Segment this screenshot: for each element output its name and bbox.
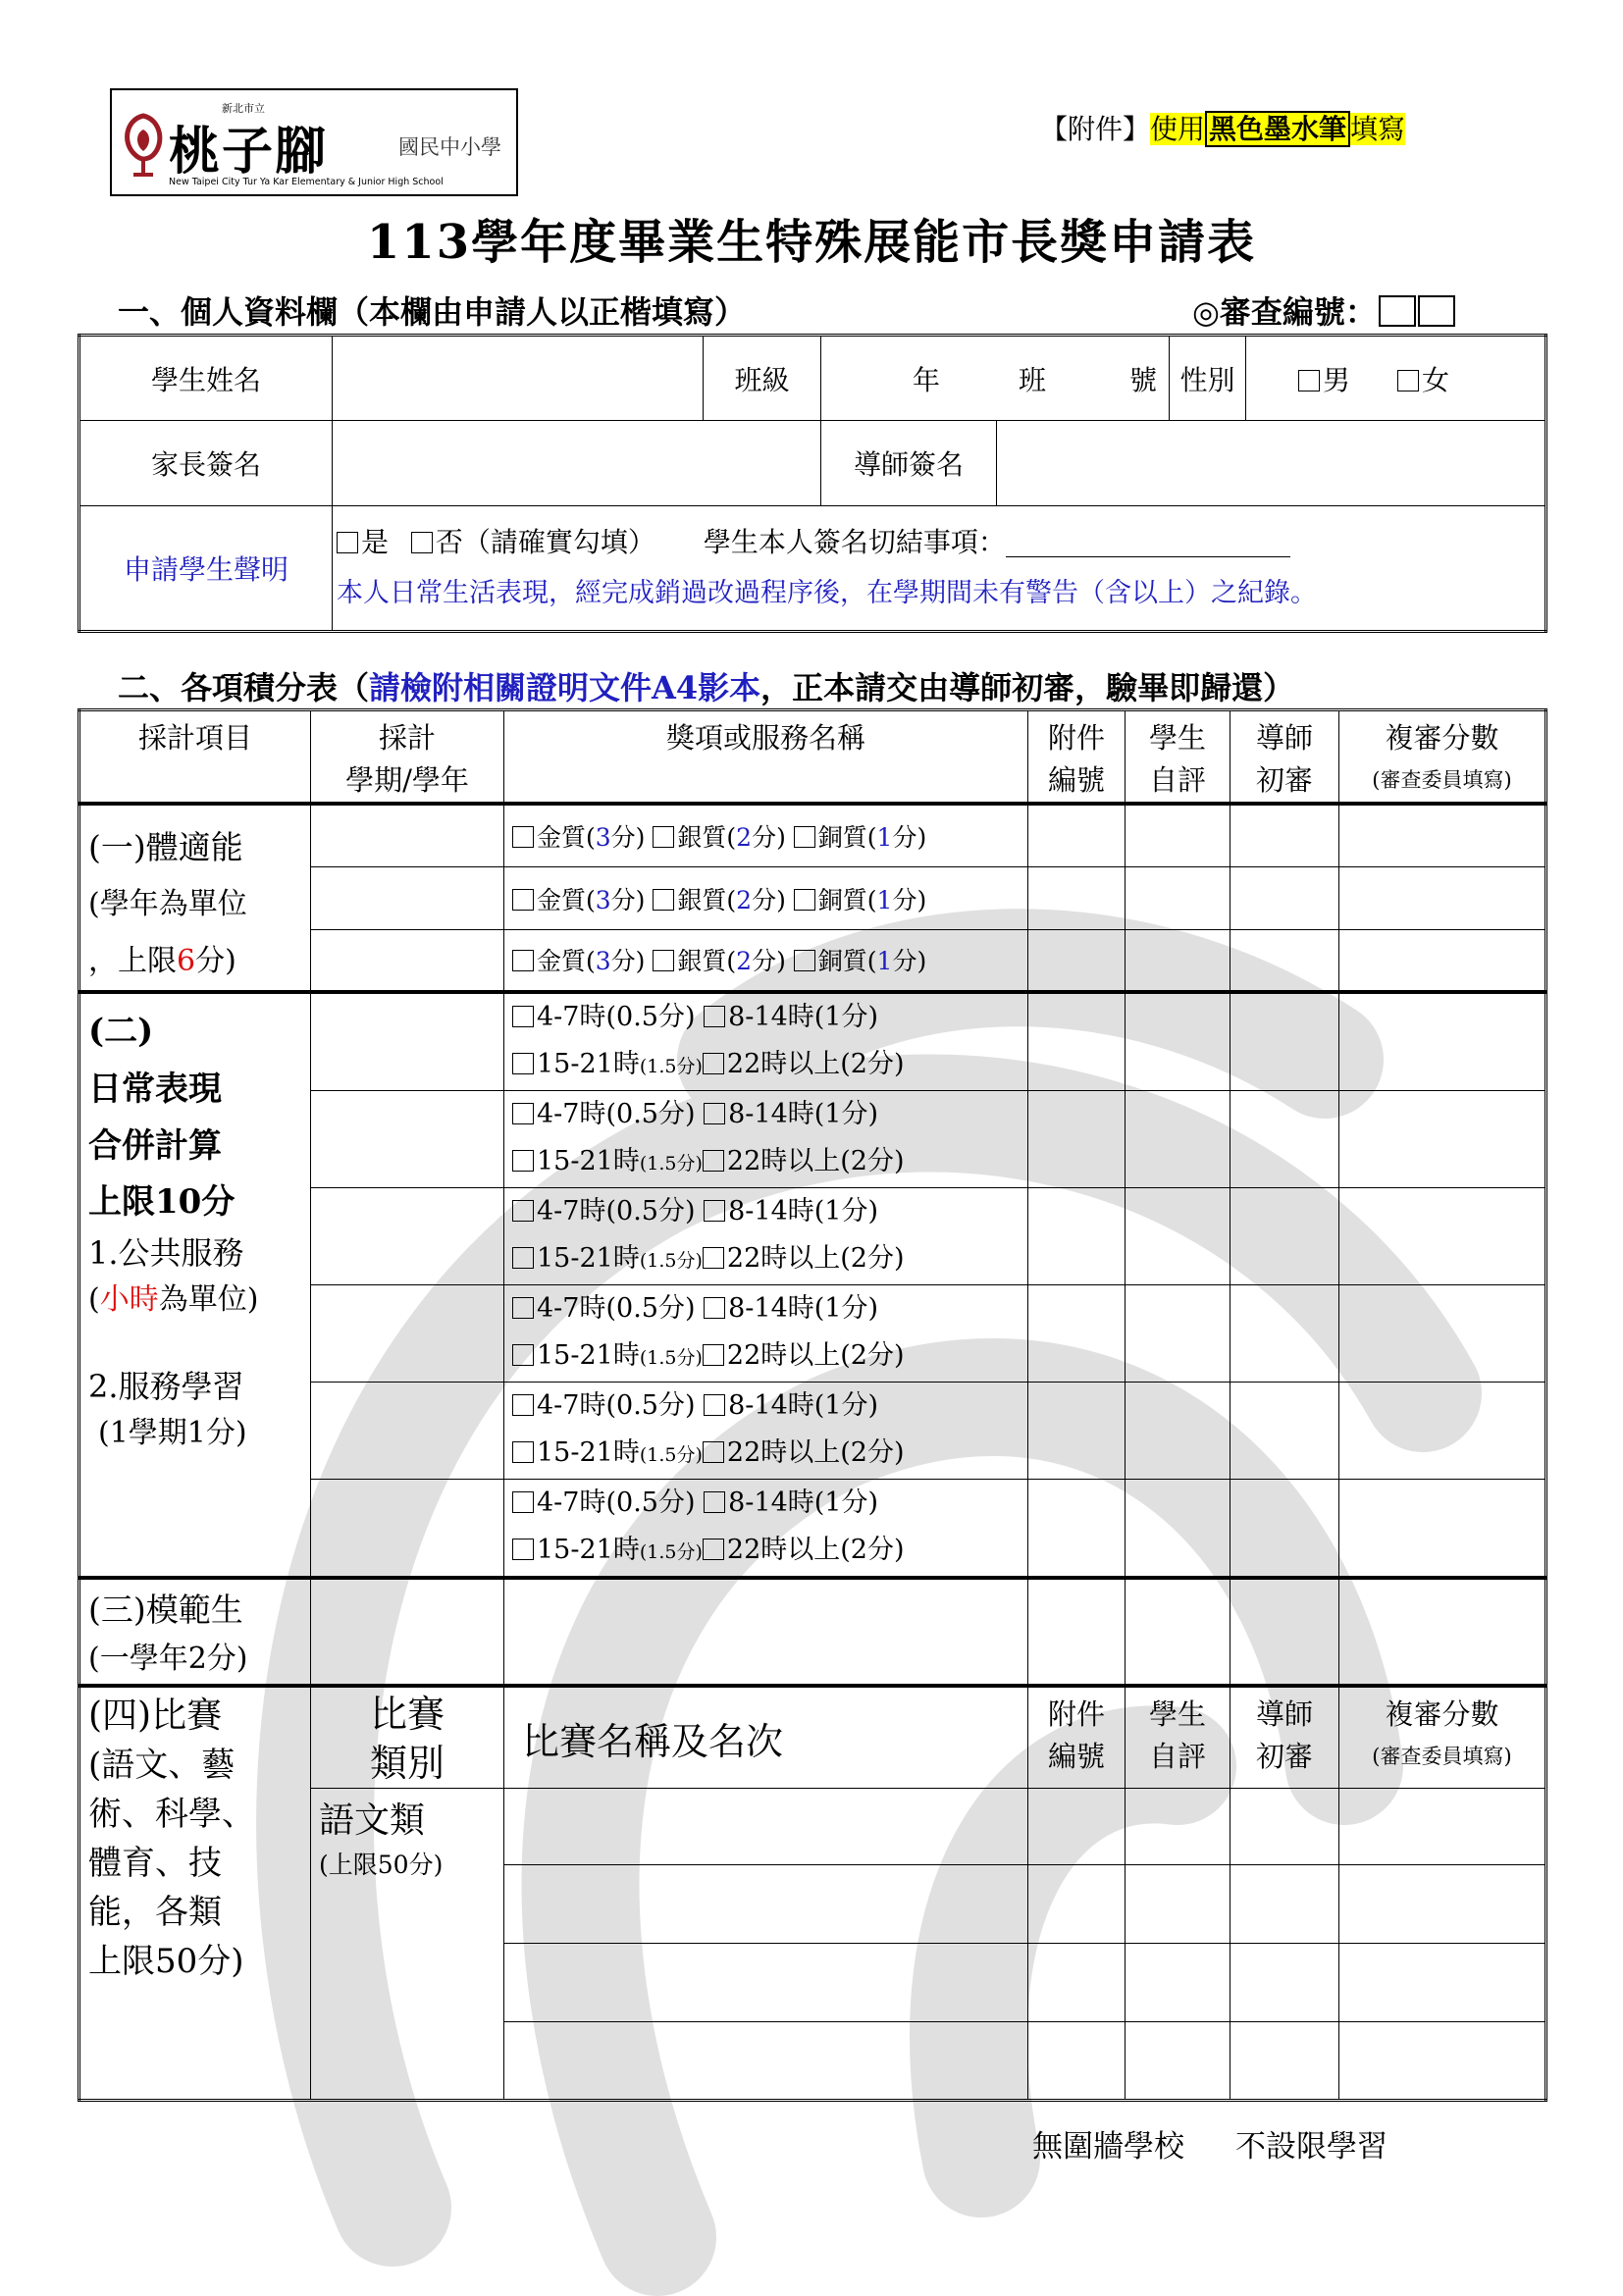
- hours-8-14-checkbox[interactable]: [704, 1006, 725, 1027]
- hours-4-7-label: 4-7時(0.5分): [537, 1487, 696, 1518]
- fitness-label: [79, 804, 311, 992]
- daily-label-1: (二): [88, 1012, 154, 1051]
- header-attach: [1028, 710, 1126, 805]
- bronze-unit: 分): [892, 823, 927, 853]
- hours-8-14-label: 8-14時(1分): [728, 1099, 878, 1129]
- hours-22-label: 22時以上(2分): [726, 1146, 905, 1176]
- daily-attach-4[interactable]: [1028, 1285, 1126, 1383]
- hours-8-14-label: 8-14時(1分): [728, 1390, 878, 1421]
- section1-heading: 一、個人資料欄（本欄由申請人以正楷填寫）: [118, 293, 747, 331]
- bronze-label: 銅質(: [817, 885, 877, 914]
- contest-label-4: 體育、技: [88, 1844, 222, 1883]
- daily-review-3[interactable]: [1339, 1188, 1546, 1285]
- model-label-2: (一學年2分): [88, 1642, 248, 1676]
- header-teacher-2: 初審: [1255, 763, 1313, 797]
- daily-teacher-4[interactable]: [1230, 1285, 1339, 1383]
- silver-points: 2: [736, 885, 753, 914]
- daily-review-1[interactable]: [1339, 992, 1546, 1091]
- hours-15-21-label: 15-21時: [537, 1535, 640, 1565]
- gold-unit: 分): [610, 885, 646, 914]
- page-title: 113學年度畢業生特殊展能市長獎申請表: [366, 215, 1257, 270]
- hours-15-21-points: (1.5分): [639, 1250, 703, 1272]
- bronze-points: 1: [876, 823, 893, 853]
- contest-type-header: [311, 1686, 504, 1789]
- fitness-label-2: (學年為單位: [88, 887, 247, 921]
- header-attach-2: 編號: [1047, 763, 1105, 797]
- hours-8-14-checkbox[interactable]: [704, 1491, 725, 1513]
- attachment-note: [1040, 108, 1405, 147]
- daily-label: [79, 992, 311, 1578]
- daily-review-5[interactable]: [1339, 1383, 1546, 1480]
- header-review-2: (審查委員填寫): [1372, 768, 1512, 792]
- hours-22-checkbox[interactable]: [703, 1344, 724, 1366]
- fitness-limit-value: 6: [177, 944, 196, 978]
- contest-label-3: 術、科學、: [88, 1795, 255, 1834]
- fitness-term-1[interactable]: [311, 804, 504, 867]
- section2-heading-c: ，正本請交由導師初審，驗畢即歸還）: [760, 669, 1295, 706]
- hours-15-21-checkbox[interactable]: [512, 1053, 534, 1074]
- silver-unit: 分): [752, 823, 786, 853]
- hours-8-14-label: 8-14時(1分): [728, 1196, 878, 1226]
- contest-review-2: (審查委員填寫): [1372, 1745, 1512, 1768]
- hours-8-14-checkbox[interactable]: [704, 1394, 725, 1416]
- bronze-label: 銅質(: [817, 823, 877, 853]
- hours-4-7-label: 4-7時(0.5分): [537, 1099, 696, 1129]
- bronze-points: 1: [876, 885, 893, 914]
- contest-teacher-1: 導師: [1255, 1697, 1313, 1731]
- hours-15-21-points: (1.5分): [639, 1056, 703, 1077]
- hours-4-7-checkbox[interactable]: [512, 1200, 534, 1222]
- contest-lang-limit: (上限50分): [319, 1851, 444, 1879]
- daily-term-5[interactable]: [311, 1383, 504, 1480]
- fitness-options-1: [504, 804, 1028, 867]
- daily-attach-3[interactable]: [1028, 1188, 1126, 1285]
- daily-attach-2[interactable]: [1028, 1091, 1126, 1188]
- review-box-2[interactable]: [1418, 295, 1455, 327]
- daily-options-2: [504, 1091, 1028, 1188]
- daily-attach-1[interactable]: [1028, 992, 1126, 1091]
- daily-label-6: [88, 1277, 302, 1324]
- contest-self-2: 自評: [1148, 1740, 1206, 1773]
- hours-4-7-label: 4-7時(0.5分): [537, 1196, 696, 1226]
- contest-name-header: 比賽名稱及名次: [504, 1686, 1028, 1789]
- bronze-checkbox[interactable]: [794, 950, 815, 971]
- contest-name-3[interactable]: [504, 1944, 1028, 2022]
- daily-term-6[interactable]: [311, 1480, 504, 1579]
- header-term-1: 採計: [378, 721, 436, 755]
- header-review: [1339, 710, 1546, 805]
- hours-4-7-checkbox[interactable]: [512, 1297, 534, 1319]
- silver-unit: 分): [752, 885, 786, 914]
- gender-label: 性別: [1170, 336, 1246, 421]
- fitness-self-3[interactable]: [1126, 929, 1230, 992]
- hours-8-14-checkbox[interactable]: [704, 1103, 725, 1124]
- hours-8-14-label: 8-14時(1分): [728, 1002, 878, 1032]
- personal-info-table: [78, 334, 1547, 633]
- peach-emblem-icon: [120, 110, 167, 179]
- hours-15-21-label: 15-21時: [537, 1243, 640, 1274]
- hours-4-7-label: 4-7時(0.5分): [537, 1002, 696, 1032]
- daily-unit-hours: 小時: [99, 1282, 159, 1317]
- header-self: [1126, 710, 1230, 805]
- logo-city-text: 新北市立: [222, 102, 265, 115]
- bronze-unit: 分): [892, 885, 927, 914]
- header-teacher: [1230, 710, 1339, 805]
- bronze-checkbox[interactable]: [794, 889, 815, 911]
- fitness-attach-1[interactable]: [1028, 804, 1126, 867]
- contest-attach-1-field[interactable]: [1028, 1789, 1126, 1865]
- hours-22-checkbox[interactable]: [703, 1539, 724, 1560]
- hours-15-21-checkbox[interactable]: [512, 1344, 534, 1366]
- female-checkbox[interactable]: [1397, 370, 1419, 391]
- contest-teacher-1-field[interactable]: [1230, 1789, 1339, 1865]
- header-self-2: 自評: [1148, 763, 1206, 797]
- fitness-review-2[interactable]: [1339, 867, 1546, 930]
- hours-4-7-checkbox[interactable]: [512, 1103, 534, 1124]
- header-term-2: 學期/學年: [345, 763, 469, 797]
- footer-slogan-left: 無圍牆學校: [1032, 2129, 1184, 2165]
- contest-teacher-3-field[interactable]: [1230, 1944, 1339, 2022]
- contest-lang-type: [311, 1789, 504, 2101]
- gold-unit: 分): [610, 947, 646, 976]
- gold-unit: 分): [610, 823, 646, 853]
- contest-review-1-field[interactable]: [1339, 1789, 1546, 1865]
- fitness-term-2[interactable]: [311, 867, 504, 930]
- hours-8-14-checkbox[interactable]: [704, 1200, 725, 1222]
- hours-15-21-label: 15-21時: [537, 1437, 640, 1468]
- contest-lang-label: 語文類: [319, 1800, 426, 1841]
- contest-attach-3-field[interactable]: [1028, 1944, 1126, 2022]
- hours-22-label: 22時以上(2分): [726, 1535, 905, 1565]
- model-review[interactable]: [1339, 1578, 1546, 1686]
- hours-22-label: 22時以上(2分): [726, 1340, 905, 1371]
- silver-checkbox[interactable]: [653, 826, 674, 848]
- bronze-unit: 分): [892, 947, 927, 976]
- gold-checkbox[interactable]: [512, 826, 534, 848]
- daily-teacher-3[interactable]: [1230, 1188, 1339, 1285]
- header-review-1: 複審分數: [1385, 721, 1499, 755]
- section2-heading: [118, 663, 1294, 708]
- hours-15-21-points: (1.5分): [639, 1444, 703, 1466]
- hours-15-21-checkbox[interactable]: [512, 1247, 534, 1269]
- male-label: 男: [1323, 363, 1351, 396]
- female-label: 女: [1422, 363, 1450, 396]
- fitness-limit-prefix: ，上限: [88, 944, 177, 978]
- hours-8-14-label: 8-14時(1分): [728, 1293, 878, 1324]
- silver-checkbox[interactable]: [653, 889, 674, 911]
- bronze-label: 銅質(: [817, 947, 877, 976]
- daily-review-6[interactable]: [1339, 1480, 1546, 1579]
- gold-label: 金質(: [537, 823, 596, 853]
- daily-attach-5[interactable]: [1028, 1383, 1126, 1480]
- daily-label-4: 上限10分: [88, 1182, 236, 1222]
- fitness-label-1: (一)體適能: [88, 828, 243, 866]
- contest-teacher-2: 初審: [1255, 1740, 1313, 1773]
- contest-label-6: 上限50分): [88, 1942, 244, 1981]
- gold-checkbox[interactable]: [512, 889, 534, 911]
- contest-teacher-2-field[interactable]: [1230, 1865, 1339, 1944]
- parent-sign-field[interactable]: [333, 421, 821, 506]
- contest-teacher-header: [1230, 1686, 1339, 1789]
- silver-points: 2: [736, 947, 753, 976]
- model-award[interactable]: [504, 1578, 1028, 1686]
- parent-sign-label: 家長簽名: [79, 421, 333, 506]
- attachment-write: 填寫: [1350, 113, 1406, 145]
- fitness-self-2[interactable]: [1126, 867, 1230, 930]
- contest-self-4-field[interactable]: [1126, 2022, 1230, 2101]
- attachment-bracket: 【附件】: [1040, 113, 1151, 145]
- daily-teacher-2[interactable]: [1230, 1091, 1339, 1188]
- declare-no-checkbox[interactable]: [411, 532, 433, 553]
- declaration-label: 申請學生聲明: [79, 506, 333, 632]
- gold-label: 金質(: [537, 885, 596, 914]
- contest-label: [79, 1686, 311, 2101]
- contest-attach-header: [1028, 1686, 1126, 1789]
- daily-term-2[interactable]: [311, 1091, 504, 1188]
- footer-slogan-right: 不設限學習: [1235, 2129, 1387, 2165]
- review-number: [1192, 287, 1455, 333]
- gold-points: 3: [595, 885, 611, 914]
- number-label: 號: [1129, 363, 1158, 396]
- daily-self-2[interactable]: [1126, 1091, 1230, 1188]
- hours-15-21-points: (1.5分): [639, 1153, 703, 1174]
- contest-name-4[interactable]: [504, 2022, 1028, 2101]
- fitness-attach-2[interactable]: [1028, 867, 1126, 930]
- model-term[interactable]: [311, 1578, 504, 1686]
- contest-self-2-field[interactable]: [1126, 1865, 1230, 1944]
- daily-self-1[interactable]: [1126, 992, 1230, 1091]
- silver-unit: 分): [752, 947, 786, 976]
- class-field[interactable]: [821, 336, 1170, 421]
- header-self-1: 學生: [1148, 721, 1206, 755]
- daily-options-5: [504, 1383, 1028, 1480]
- section2-heading-a: 二、各項積分表（: [118, 669, 370, 706]
- daily-unit-close: 為單位): [158, 1282, 259, 1317]
- daily-options-1: [504, 992, 1028, 1091]
- male-checkbox[interactable]: [1298, 370, 1320, 391]
- model-label-1: (三)模範生: [88, 1591, 243, 1629]
- daily-options-3: [504, 1188, 1028, 1285]
- hours-4-7-checkbox[interactable]: [512, 1006, 534, 1027]
- fitness-attach-3[interactable]: [1028, 929, 1126, 992]
- header-award: 獎項或服務名稱: [504, 710, 1028, 805]
- hours-22-checkbox[interactable]: [703, 1053, 724, 1074]
- fitness-self-1[interactable]: [1126, 804, 1230, 867]
- fitness-teacher-2[interactable]: [1230, 867, 1339, 930]
- contest-self-1: 學生: [1148, 1697, 1206, 1731]
- hours-15-21-points: (1.5分): [639, 1347, 703, 1369]
- fitness-teacher-1[interactable]: [1230, 804, 1339, 867]
- daily-review-4[interactable]: [1339, 1285, 1546, 1383]
- daily-teacher-5[interactable]: [1230, 1383, 1339, 1480]
- daily-label-5: 1.公共服務: [88, 1234, 244, 1272]
- hours-22-checkbox[interactable]: [703, 1247, 724, 1269]
- contest-review-header: [1339, 1686, 1546, 1789]
- logo-school-name: 桃子腳: [169, 122, 329, 182]
- declaration-cell: [333, 506, 1546, 632]
- hours-15-21-checkbox[interactable]: [512, 1539, 534, 1560]
- hours-4-7-checkbox[interactable]: [512, 1491, 534, 1513]
- contest-attach-2: 編號: [1047, 1740, 1105, 1773]
- gender-options: [1246, 336, 1546, 421]
- daily-options-6: [504, 1480, 1028, 1579]
- review-number-label: ◎審查編號：: [1192, 293, 1377, 331]
- header-teacher-1: 導師: [1255, 721, 1313, 755]
- footer-slogan: [1032, 2121, 1387, 2166]
- header-item: 採計項目: [79, 710, 311, 805]
- hours-15-21-label: 15-21時: [537, 1049, 640, 1079]
- contest-type-2: 類別: [369, 1742, 445, 1785]
- student-name-field[interactable]: [333, 336, 704, 421]
- declare-yes-checkbox[interactable]: [337, 532, 358, 553]
- fitness-review-3[interactable]: [1339, 929, 1546, 992]
- section2-heading-b: 請檢附相關證明文件A4影本: [369, 669, 761, 706]
- daily-label-2: 日常表現: [88, 1070, 222, 1109]
- gold-points: 3: [595, 823, 611, 853]
- hours-15-21-checkbox[interactable]: [512, 1150, 534, 1172]
- review-box-1[interactable]: [1379, 295, 1416, 327]
- contest-self-3-field[interactable]: [1126, 1944, 1230, 2022]
- fitness-limit-suffix: 分): [195, 944, 236, 978]
- logo-english-text: New Taipei City Tur Ya Kar Elementary & Junior High School: [169, 177, 444, 187]
- hours-22-label: 22時以上(2分): [726, 1437, 905, 1468]
- silver-label: 銀質(: [677, 823, 737, 853]
- teacher-sign-label: 導師簽名: [821, 421, 997, 505]
- contest-attach-2-field[interactable]: [1028, 1865, 1126, 1944]
- contest-attach-1: 附件: [1047, 1697, 1105, 1731]
- daily-teacher-1[interactable]: [1230, 992, 1339, 1091]
- fitness-review-1[interactable]: [1339, 804, 1546, 867]
- daily-self-6[interactable]: [1126, 1480, 1230, 1579]
- model-self[interactable]: [1126, 1578, 1230, 1686]
- contest-name-2[interactable]: [504, 1865, 1028, 1944]
- gold-points: 3: [595, 947, 611, 976]
- grade-label: 年: [913, 363, 941, 396]
- hours-4-7-checkbox[interactable]: [512, 1394, 534, 1416]
- contest-self-header: [1126, 1686, 1230, 1789]
- teacher-sign-field[interactable]: [997, 421, 1544, 505]
- fitness-term-3[interactable]: [311, 929, 504, 992]
- score-table: [78, 708, 1547, 2102]
- hours-15-21-checkbox[interactable]: [512, 1441, 534, 1463]
- model-label: [79, 1578, 311, 1686]
- student-name-label: 學生姓名: [79, 336, 333, 421]
- hours-4-7-label: 4-7時(0.5分): [537, 1293, 696, 1324]
- hours-8-14-checkbox[interactable]: [704, 1297, 725, 1319]
- daily-term-4[interactable]: [311, 1285, 504, 1383]
- daily-attach-6[interactable]: [1028, 1480, 1126, 1579]
- header-term: [311, 710, 504, 805]
- silver-label: 銀質(: [677, 885, 737, 914]
- bronze-points: 1: [876, 947, 893, 976]
- hours-15-21-label: 15-21時: [537, 1340, 640, 1371]
- daily-label-7: 2.服務學習: [88, 1368, 244, 1405]
- daily-options-4: [504, 1285, 1028, 1383]
- teacher-sign-cell: [821, 421, 1546, 506]
- hours-22-checkbox[interactable]: [703, 1441, 724, 1463]
- contest-self-1-field[interactable]: [1126, 1789, 1230, 1865]
- fitness-options-3: [504, 929, 1028, 992]
- contest-review-4-field[interactable]: [1339, 2022, 1546, 2101]
- silver-checkbox[interactable]: [653, 950, 674, 971]
- contest-label-5: 能，各類: [88, 1893, 222, 1932]
- model-attach[interactable]: [1028, 1578, 1126, 1686]
- contest-teacher-4-field[interactable]: [1230, 2022, 1339, 2101]
- class-unit-label: 班: [1019, 363, 1047, 396]
- contest-type-1: 比賽: [369, 1693, 445, 1736]
- declare-yes-label: 是: [361, 526, 390, 558]
- hours-22-checkbox[interactable]: [703, 1150, 724, 1172]
- silver-points: 2: [736, 823, 753, 853]
- daily-teacher-6[interactable]: [1230, 1480, 1339, 1579]
- model-teacher[interactable]: [1230, 1578, 1339, 1686]
- daily-review-2[interactable]: [1339, 1091, 1546, 1188]
- hours-22-label: 22時以上(2分): [726, 1049, 905, 1079]
- hours-22-label: 22時以上(2分): [726, 1243, 905, 1274]
- fitness-teacher-3[interactable]: [1230, 929, 1339, 992]
- daily-self-5[interactable]: [1126, 1383, 1230, 1480]
- daily-label-8: (1學期1分): [98, 1416, 247, 1450]
- hours-4-7-label: 4-7時(0.5分): [537, 1390, 696, 1421]
- gold-checkbox[interactable]: [512, 950, 534, 971]
- contest-label-1: (四)比賽: [88, 1696, 223, 1736]
- attachment-use: 使用: [1150, 113, 1206, 145]
- school-logo: [110, 88, 518, 196]
- contest-review-2-field[interactable]: [1339, 1865, 1546, 1944]
- bronze-checkbox[interactable]: [794, 826, 815, 848]
- daily-unit-open: (: [88, 1282, 100, 1317]
- gold-label: 金質(: [537, 947, 596, 976]
- logo-suffix-text: 國民中小學: [398, 135, 501, 159]
- contest-label-2: (語文、藝: [88, 1746, 236, 1785]
- student-sign-label: 學生本人簽名切結事項：: [703, 526, 1006, 558]
- contest-review-1: 複審分數: [1385, 1697, 1499, 1731]
- daily-term-1[interactable]: [311, 992, 504, 1091]
- hours-15-21-points: (1.5分): [639, 1541, 703, 1563]
- fitness-label-3: [88, 933, 302, 990]
- fitness-options-2: [504, 867, 1028, 930]
- daily-self-3[interactable]: [1126, 1188, 1230, 1285]
- daily-label-3: 合併計算: [88, 1126, 222, 1166]
- silver-label: 銀質(: [677, 947, 737, 976]
- contest-name-1[interactable]: [504, 1789, 1028, 1865]
- daily-self-4[interactable]: [1126, 1285, 1230, 1383]
- declare-no-label: 否（請確實勾填）: [435, 526, 655, 558]
- header-attach-1: 附件: [1047, 721, 1105, 755]
- contest-attach-4-field[interactable]: [1028, 2022, 1126, 2101]
- hours-8-14-label: 8-14時(1分): [728, 1487, 878, 1518]
- student-sign-line[interactable]: [1006, 527, 1290, 557]
- declaration-text: 本人日常生活表現，經完成銷過改過程序後，在學期間未有警告（含以上）之紀錄。: [337, 578, 1317, 608]
- attachment-pen: 黑色墨水筆: [1205, 111, 1350, 147]
- hours-15-21-label: 15-21時: [537, 1146, 640, 1176]
- class-label: 班級: [704, 336, 821, 421]
- contest-review-3-field[interactable]: [1339, 1944, 1546, 2022]
- daily-term-3[interactable]: [311, 1188, 504, 1285]
